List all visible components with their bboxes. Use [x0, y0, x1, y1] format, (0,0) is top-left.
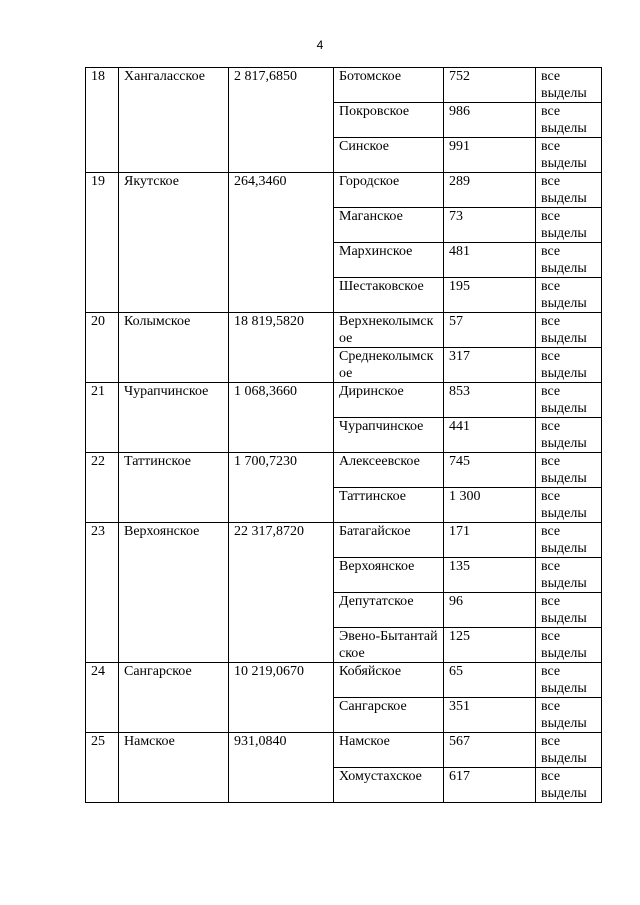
- row-number: 22: [86, 453, 119, 523]
- sections-cell: все выделы: [536, 593, 602, 628]
- subforestry-name: Намское: [334, 733, 444, 768]
- table-row: [86, 313, 602, 348]
- sections-cell: все выделы: [536, 68, 602, 103]
- subforestry-name: Чурапчинское: [334, 418, 444, 453]
- subforestry-name: Кобяйское: [334, 663, 444, 698]
- table-row: [86, 523, 602, 558]
- forestry-name: Хангаласское: [119, 68, 229, 173]
- quarter-number: 617: [444, 768, 536, 803]
- forestry-area: 22 317,8720: [229, 523, 334, 663]
- forestry-area: 18 819,5820: [229, 313, 334, 383]
- quarter-number: 1 300: [444, 488, 536, 523]
- subforestry-name: Маганское: [334, 208, 444, 243]
- subforestry-name: Городское: [334, 173, 444, 208]
- subforestry-name: Шестаковское: [334, 278, 444, 313]
- row-number: 24: [86, 663, 119, 733]
- subforestry-name: Эвено-Бытантайское: [334, 628, 444, 663]
- sections-cell: все выделы: [536, 628, 602, 663]
- quarter-number: 96: [444, 593, 536, 628]
- quarter-number: 745: [444, 453, 536, 488]
- quarter-number: 65: [444, 663, 536, 698]
- subforestry-name: Покровское: [334, 103, 444, 138]
- forestry-area: 931,0840: [229, 733, 334, 803]
- sections-cell: все выделы: [536, 383, 602, 418]
- row-number: 21: [86, 383, 119, 453]
- forestry-name: Чурапчинское: [119, 383, 229, 453]
- table-row: [86, 68, 602, 103]
- quarter-number: 195: [444, 278, 536, 313]
- sections-cell: все выделы: [536, 558, 602, 593]
- quarter-number: 986: [444, 103, 536, 138]
- subforestry-name: Ботомское: [334, 68, 444, 103]
- sections-cell: все выделы: [536, 208, 602, 243]
- quarter-number: 73: [444, 208, 536, 243]
- quarter-number: 441: [444, 418, 536, 453]
- sections-cell: все выделы: [536, 103, 602, 138]
- forestry-area: 1 068,3660: [229, 383, 334, 453]
- subforestry-name: Верхоянское: [334, 558, 444, 593]
- sections-cell: все выделы: [536, 768, 602, 803]
- sections-cell: все выделы: [536, 663, 602, 698]
- page-number: 4: [316, 38, 324, 52]
- table-row: [86, 173, 602, 208]
- subforestry-name: Алексеевское: [334, 453, 444, 488]
- row-number: 19: [86, 173, 119, 313]
- subforestry-name: Депутатское: [334, 593, 444, 628]
- quarter-number: 317: [444, 348, 536, 383]
- row-number: 20: [86, 313, 119, 383]
- sections-cell: все выделы: [536, 173, 602, 208]
- subforestry-name: Среднеколымское: [334, 348, 444, 383]
- forestry-area: 10 219,0670: [229, 663, 334, 733]
- table-row: [86, 733, 602, 768]
- sections-cell: все выделы: [536, 348, 602, 383]
- quarter-number: 752: [444, 68, 536, 103]
- forestry-name: Колымское: [119, 313, 229, 383]
- quarter-number: 567: [444, 733, 536, 768]
- sections-cell: все выделы: [536, 418, 602, 453]
- table-row: [86, 453, 602, 488]
- subforestry-name: Батагайское: [334, 523, 444, 558]
- forestry-name: Якутское: [119, 173, 229, 313]
- quarter-number: 171: [444, 523, 536, 558]
- quarter-number: 853: [444, 383, 536, 418]
- forestry-name: Верхоянское: [119, 523, 229, 663]
- subforestry-name: Мархинское: [334, 243, 444, 278]
- sections-cell: все выделы: [536, 243, 602, 278]
- quarter-number: 57: [444, 313, 536, 348]
- sections-cell: все выделы: [536, 138, 602, 173]
- subforestry-name: Синское: [334, 138, 444, 173]
- quarter-number: 135: [444, 558, 536, 593]
- forestry-area: 1 700,7230: [229, 453, 334, 523]
- subforestry-name: Хомустахское: [334, 768, 444, 803]
- forestry-table: [85, 67, 602, 803]
- table-row: [86, 663, 602, 698]
- forestry-area: 264,3460: [229, 173, 334, 313]
- forestry-name: Намское: [119, 733, 229, 803]
- forestry-name: Таттинское: [119, 453, 229, 523]
- quarter-number: 991: [444, 138, 536, 173]
- quarter-number: 125: [444, 628, 536, 663]
- table-row: [86, 383, 602, 418]
- sections-cell: все выделы: [536, 488, 602, 523]
- sections-cell: все выделы: [536, 523, 602, 558]
- sections-cell: все выделы: [536, 453, 602, 488]
- sections-cell: все выделы: [536, 733, 602, 768]
- row-number: 18: [86, 68, 119, 173]
- subforestry-name: Диринское: [334, 383, 444, 418]
- quarter-number: 481: [444, 243, 536, 278]
- row-number: 25: [86, 733, 119, 803]
- forestry-area: 2 817,6850: [229, 68, 334, 173]
- subforestry-name: Таттинское: [334, 488, 444, 523]
- quarter-number: 351: [444, 698, 536, 733]
- sections-cell: все выделы: [536, 698, 602, 733]
- row-number: 23: [86, 523, 119, 663]
- sections-cell: все выделы: [536, 278, 602, 313]
- sections-cell: все выделы: [536, 313, 602, 348]
- quarter-number: 289: [444, 173, 536, 208]
- table-body: [86, 68, 602, 803]
- subforestry-name: Сангарское: [334, 698, 444, 733]
- forestry-name: Сангарское: [119, 663, 229, 733]
- subforestry-name: Верхнеколымское: [334, 313, 444, 348]
